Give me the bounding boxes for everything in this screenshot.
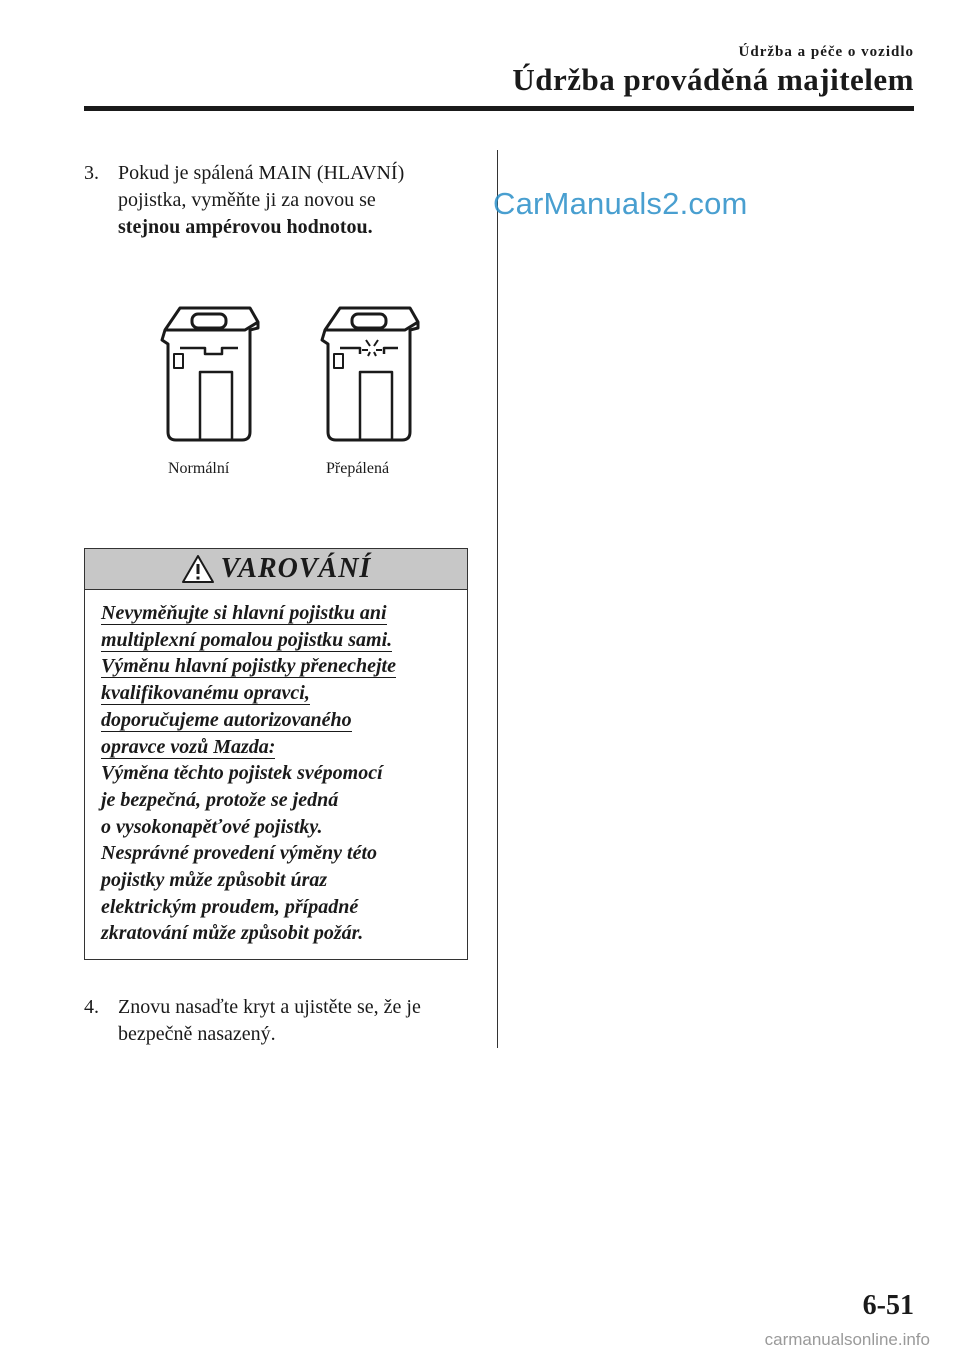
page-number: 6-51 xyxy=(862,1290,914,1321)
warning-line: multiplexní pomalou pojistku sami. xyxy=(101,628,393,651)
warning-line: Nesprávné provedení výměny této xyxy=(101,842,378,865)
fuse-illustration xyxy=(150,300,440,450)
warning-line: Výměnu hlavní pojistky přenechejte xyxy=(101,655,396,678)
warning-line: je bezpečná, protože se jedná xyxy=(101,788,339,811)
warning-triangle-icon xyxy=(181,554,215,584)
fuse-figure xyxy=(150,300,440,490)
column-divider xyxy=(497,150,498,1048)
warning-header xyxy=(85,549,467,590)
warning-line: pojistky může způsobit úraz xyxy=(101,869,328,892)
warning-line: zkratování může způsobit požár. xyxy=(101,922,364,945)
step-text-bold: stejnou ampérovou hodnotou. xyxy=(118,216,373,238)
blown-fuse-icon xyxy=(322,308,418,440)
warning-line: opravce vozů Mazda: xyxy=(101,735,276,758)
warning-line: Výměna těchto pojistek svépomocí xyxy=(101,762,383,785)
watermark: CarManuals2.com xyxy=(493,186,748,221)
step-text-line: bezpečně nasazený. xyxy=(118,1023,276,1045)
header-rule xyxy=(84,106,914,111)
step-text-line: Pokud je spálená MAIN (HLAVNÍ) xyxy=(118,162,405,184)
step-text-line: pojistka, vyměňte ji za novou se xyxy=(118,189,376,211)
label-blown: Přepálená xyxy=(326,460,390,477)
section-header: Údržba a péče o vozidlo xyxy=(738,44,914,60)
warning-line: o vysokonapěťové pojistky. xyxy=(101,815,323,838)
normal-fuse-icon xyxy=(162,308,258,440)
warning-title: VAROVÁNÍ xyxy=(220,553,372,584)
step-4 xyxy=(84,994,476,1048)
step-text-line: Znovu nasaďte kryt a ujistěte se, že je xyxy=(118,996,421,1018)
label-normal: Normální xyxy=(168,460,230,477)
warning-line: kvalifikovanému opravci, xyxy=(101,682,310,705)
warning-text xyxy=(85,590,467,947)
warning-line: Nevyměňujte si hlavní pojistku ani xyxy=(101,602,387,624)
warning-box xyxy=(84,548,468,960)
footer-watermark: carmanualsonline.info xyxy=(764,1330,930,1349)
warning-line: elektrickým proudem, případné xyxy=(101,895,359,918)
page-title: Údržba prováděná majitelem xyxy=(512,62,914,97)
step-3 xyxy=(84,160,476,241)
step-number: 3. xyxy=(84,162,99,184)
step-number: 4. xyxy=(84,996,99,1018)
warning-line: doporučujeme autorizovaného xyxy=(101,708,352,731)
